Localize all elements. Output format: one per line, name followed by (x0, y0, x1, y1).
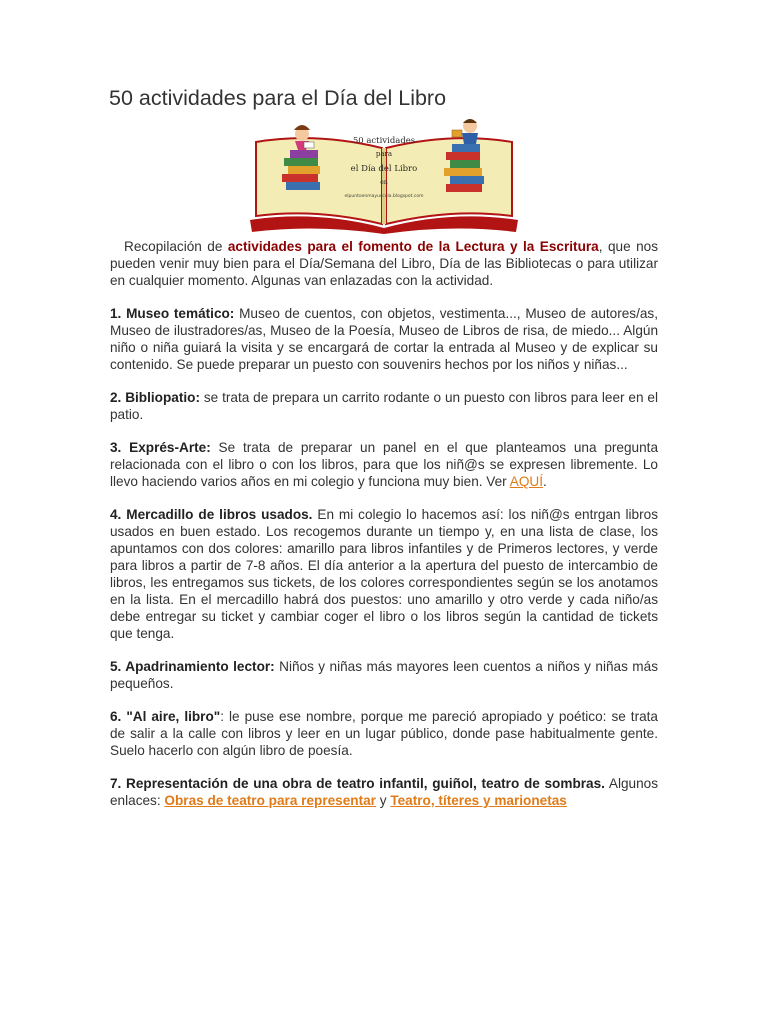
banner-line-4: en (380, 179, 388, 186)
activity-title: 6. "Al aire, libro" (110, 709, 221, 724)
intro-highlight: actividades para el fomento de la Lectura y la Escritura (227, 239, 599, 254)
puppets-link[interactable]: Teatro, títeres y marionetas (390, 793, 567, 808)
activity-text: En mi colegio lo hacemos así: los niñ@s entrgan libros usados en buen estado. Los recogemos durante un tiempo y, en una lista de clase, los apuntamos con dos colores: amarillo para libros infantiles y de Primeros lectores, y verde para libros a partir de 7-8 años. El día anterior a la apertura del puesto de intercambio de libros, les entregamos sus tickets, de los colores correspondientes según se los anotamos en la lista. En el mercadillo habrá dos puestos: uno amarillo y otro verde y cada niño/as debe entregar su ticket y cambiar coger el libro o los libros según la cantidad de tickets que tenga. (110, 507, 658, 641)
activity-1 (110, 305, 658, 373)
intro-paragraph (110, 238, 658, 289)
activity-5 (110, 658, 658, 692)
aqui-link[interactable]: AQUÍ (509, 474, 543, 489)
page-title: 50 actividades para el Día del Libro (109, 86, 447, 110)
theatre-plays-link[interactable]: Obras de teatro para representar (164, 793, 376, 808)
banner-line-5: elpuntoenmayuscula.blogspot.com (344, 194, 424, 199)
activity-text: Algunos enlaces: (110, 776, 658, 808)
activity-text: Museo de cuentos, con objetos, vestimenta..., Museo de autores/as, Museo de ilustradores/as, Museo de la Poesía, Museo de Libros de risa, de miedo... Algún niño o niña guiará la visita y se encargará de cortar la entrada al Museo y de explicar su contenido. Se puede preparar un puesto con souvenirs hechos por los niños y niñas... (110, 306, 659, 372)
activity-6 (110, 708, 658, 759)
activity-text: Niños y niñas más mayores leen cuentos a niños y niñas más pequeños. (110, 659, 658, 691)
banner-line-2: para (375, 150, 393, 158)
intro-pre: Recopilación de (124, 239, 228, 254)
activity-title: 7. Representación de una obra de teatro infantil, guiñol, teatro de sombras. (110, 776, 605, 791)
open-book-illustration (246, 112, 522, 234)
activity-text: se trata de prepara un carrito rodante o un puesto con libros para leer en el patio. (110, 390, 658, 422)
activity-title: 5. Apadrinamiento lector: (110, 659, 275, 674)
activity-title: 1. Museo temático: (110, 306, 235, 321)
activity-7 (110, 775, 658, 809)
activity-4 (110, 506, 658, 642)
activity-text-middle: y (375, 793, 391, 808)
activity-title: 4. Mercadillo de libros usados. (110, 507, 313, 522)
intro-post: , que nos pueden venir muy bien para el Día/Semana del Libro, Día de las Bibliotecas o para utilizar en cualquier momento. Algunas van enlazadas con la actividad. (110, 239, 659, 288)
activity-2 (110, 389, 658, 423)
activity-title: 2. Bibliopatio: (110, 390, 200, 405)
banner-line-1: 50 actividades (352, 136, 416, 146)
activity-3 (110, 439, 658, 490)
activity-text: Se trata de preparar un panel en el que planteamos una pregunta relacionada con el libro o con los libros, para que los niñ@s se expresen libremente. Lo llevo haciendo varios años en mi colegio y funciona muy bien. Ver (110, 440, 659, 489)
activity-title: 3. Exprés-Arte: (110, 440, 211, 455)
activity-text: : le puse ese nombre, porque me pareció apropiado y poético: se trata de salir a la calle con libros y leer en un lugar público, donde pase habitualmente gente. Suelo hacerlo con algún libro de poesía. (110, 709, 658, 758)
activity-text-end: . (542, 474, 547, 489)
banner-line-3: el Día del Libro (350, 164, 418, 174)
article-body (110, 238, 658, 825)
